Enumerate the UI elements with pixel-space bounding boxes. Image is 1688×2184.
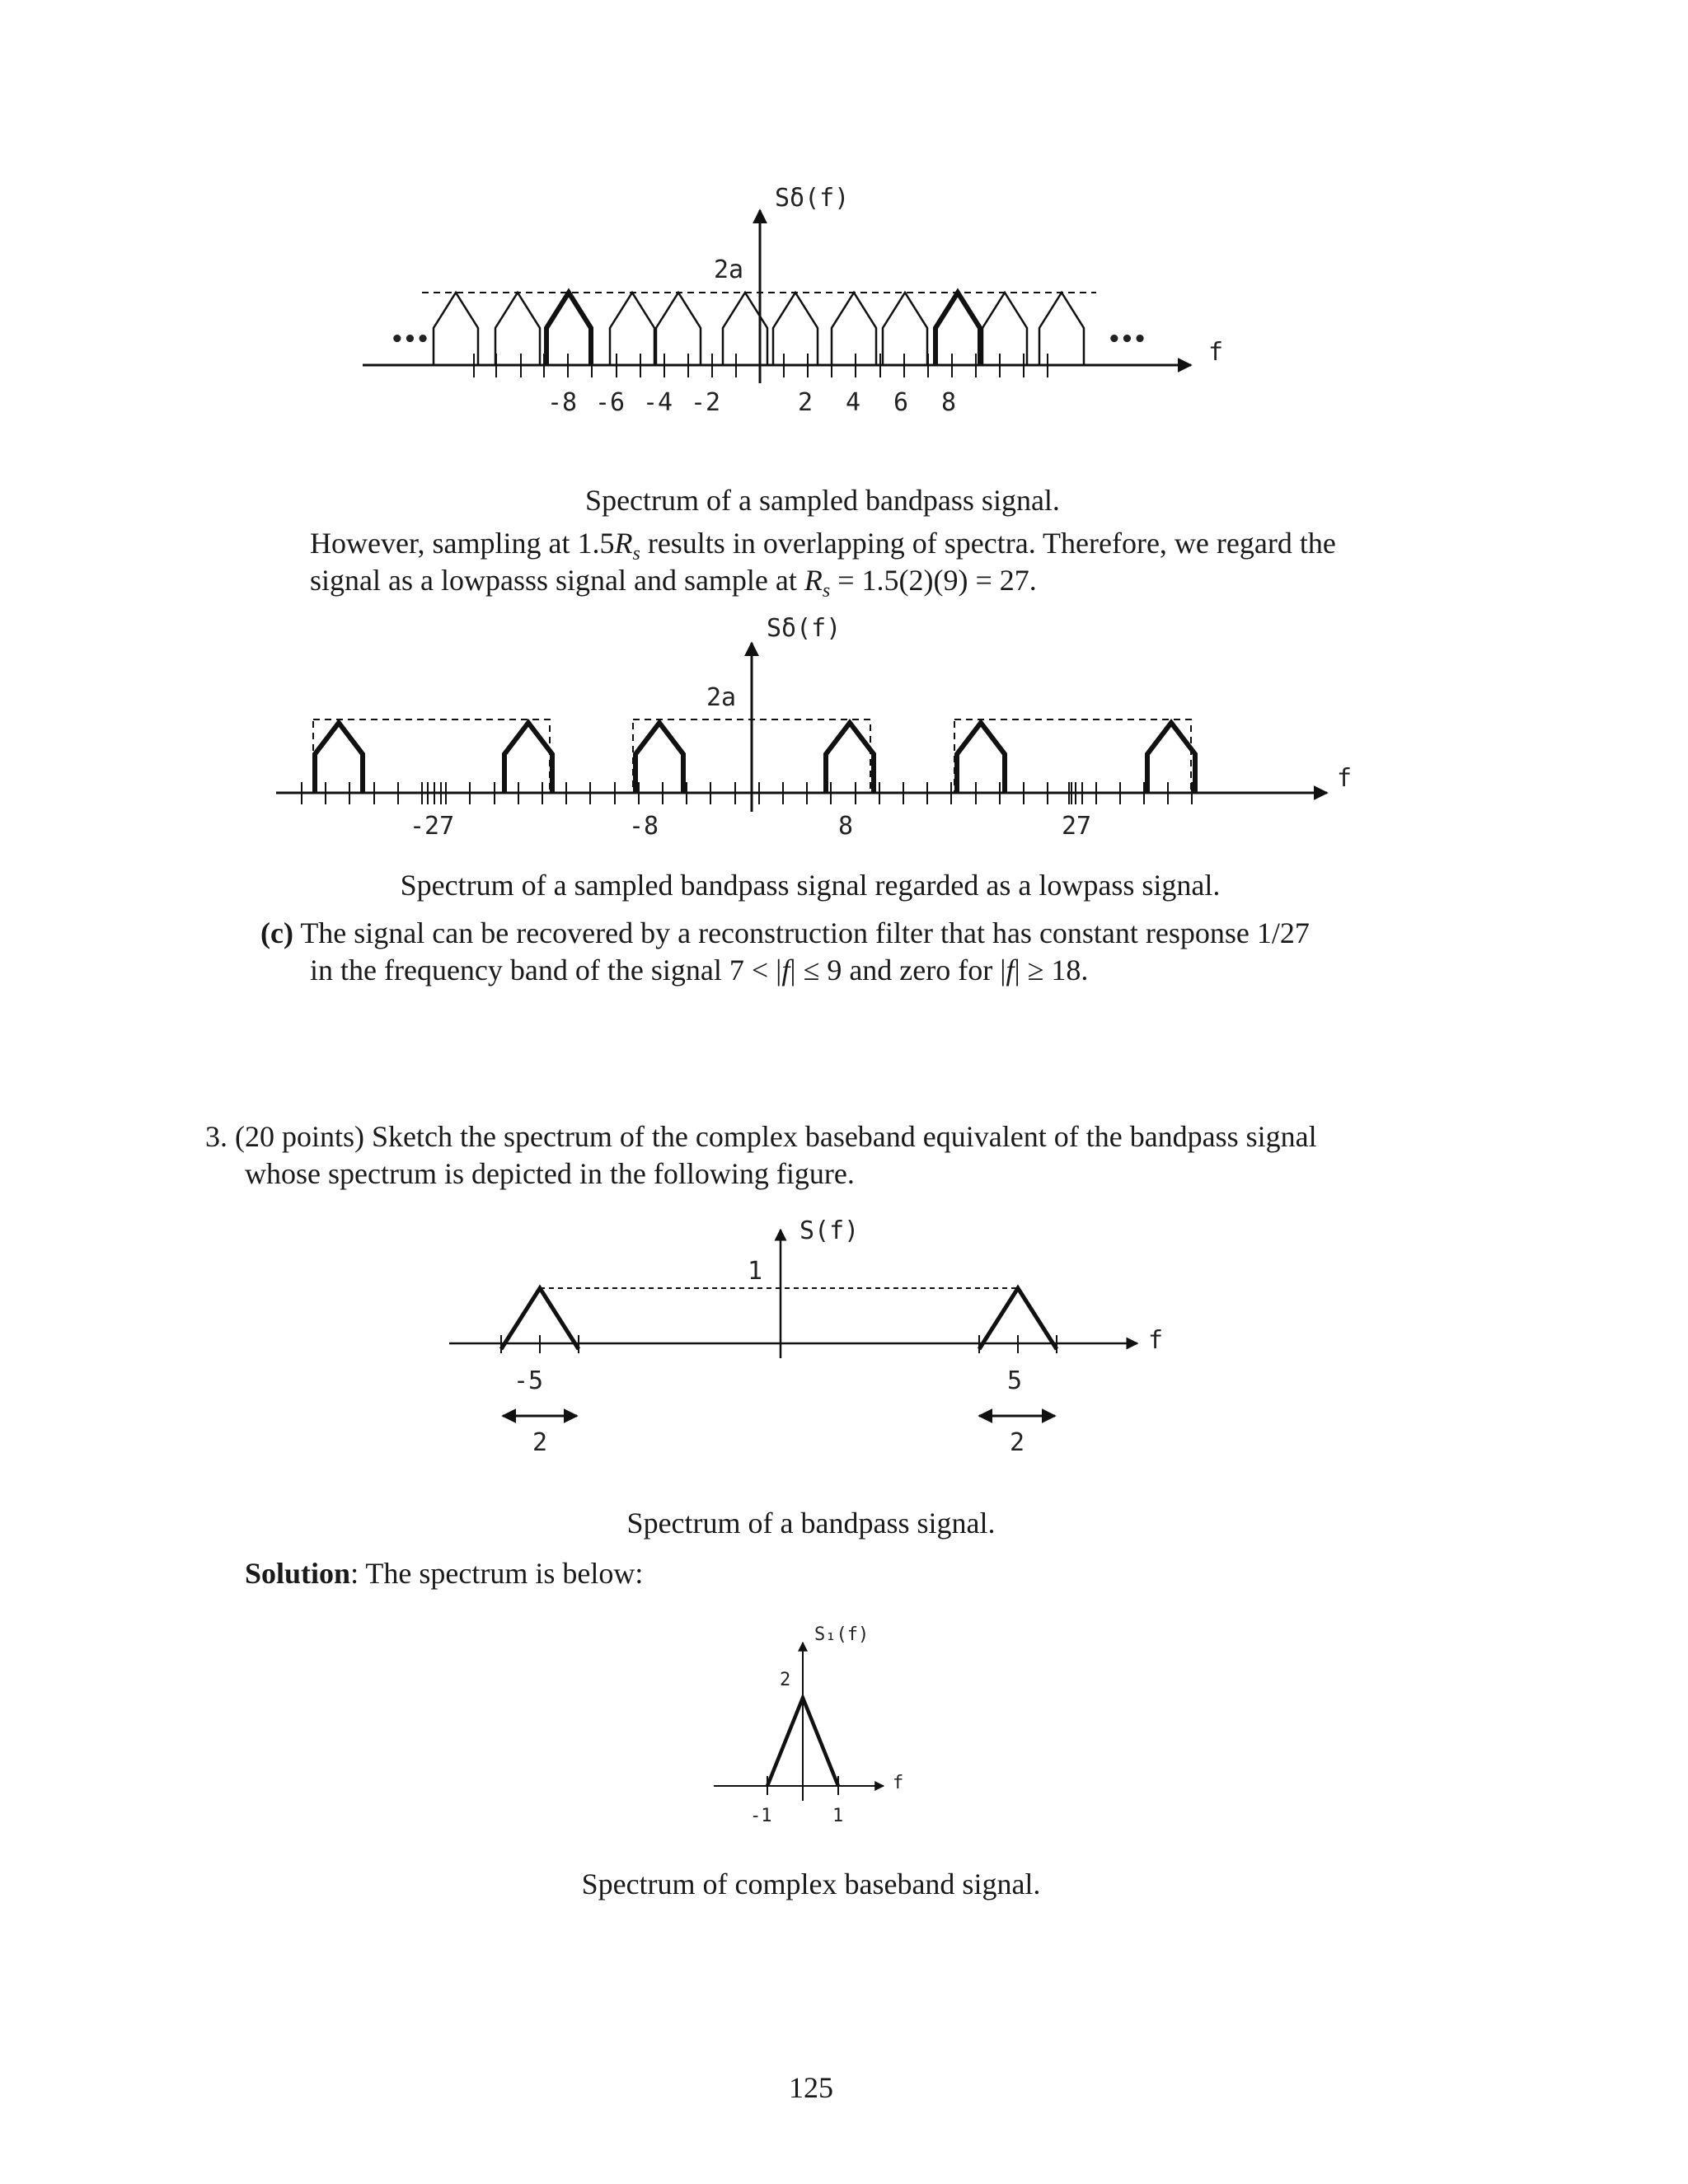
fig3-width-label: 2 (1010, 1428, 1025, 1457)
fig2-pulse (315, 723, 363, 793)
fig2-x-label: f (1337, 764, 1353, 793)
paragraph1-line1: However, sampling at $1.5R_s$ results in overlapping of spectra. Therefore, we regard the (310, 527, 1336, 565)
fig2-tick-label: 8 (838, 812, 854, 841)
fig2-pulse (957, 723, 1005, 793)
fig2-pulse (1147, 723, 1195, 793)
fig3-width-label: 2 (532, 1428, 548, 1457)
fig4-tick-label: -1 (750, 1806, 772, 1826)
page-number: 125 (789, 2071, 833, 2104)
fig1-tick-label: -6 (595, 388, 626, 417)
fig1-x-label: f (1208, 338, 1224, 367)
fig3-tick-label: -5 (513, 1366, 544, 1395)
fig1-pulse (495, 293, 540, 365)
fig1-tick-label: -4 (643, 388, 673, 417)
fig3-height-label: 1 (748, 1257, 763, 1286)
fig1-tick-label: 2 (798, 388, 814, 417)
fig2-pulse (635, 723, 683, 793)
fig2-pulses (315, 723, 1195, 793)
fig2-tick-label: -27 (410, 812, 455, 841)
fig1-pulse (434, 293, 478, 365)
fig1-pulse (982, 293, 1027, 365)
fig1-pulse (935, 293, 980, 365)
part-c-line1: (c) The signal can be recovered by a reconstruction filter that has constant response 1/27 (260, 916, 1310, 949)
solution-line: Solution: The spectrum is below: (245, 1557, 644, 1590)
fig1-tick-label: 6 (893, 388, 909, 417)
fig4-height-label: 2 (780, 1670, 791, 1690)
fig4-tick-label: 1 (832, 1806, 844, 1826)
fig1-ellipsis-left: ••• (391, 327, 429, 352)
fig1-pulse (832, 293, 876, 365)
fig2-pulse (826, 723, 874, 793)
fig4-y-label: S₁(f) (814, 1624, 870, 1645)
fig1-height-label: 2a (714, 255, 744, 284)
fig3-tick-label: 5 (1007, 1366, 1023, 1395)
fig1-tick-label: 8 (941, 388, 957, 417)
fig1-pulse (1039, 293, 1084, 365)
fig1-caption: Spectrum of a sampled bandpass signal. (585, 484, 1060, 517)
fig2-caption: Spectrum of a sampled bandpass signal regarded as a lowpass signal. (400, 869, 1221, 902)
fig3-pulses (501, 1288, 1057, 1349)
fig1-tick-label: -2 (691, 388, 721, 417)
fig1-tick-label: 4 (846, 388, 861, 417)
fig2-tick-label: -8 (629, 812, 659, 841)
fig1-y-label: Sδ(f) (775, 184, 850, 213)
fig4-caption: Spectrum of complex baseband signal. (581, 1868, 1041, 1900)
fig1-tick-label: -8 (547, 388, 578, 417)
fig3-y-label: S(f) (799, 1216, 860, 1245)
fig2-tick-label: 27 (1062, 812, 1092, 841)
fig2-pulse (504, 723, 552, 793)
paragraph1-line2: signal as a lowpasss signal and sample at $R_s = 1.5(2)(9) = 27$. (310, 564, 1037, 602)
part-c-line2: in the frequency band of the signal 7 < |f| ≤ 9 and zero for |f| ≥ 18. (310, 954, 1089, 987)
fig2-y-label: Sδ(f) (767, 614, 842, 643)
fig4-x-label: f (893, 1773, 904, 1793)
problem3-line2: whose spectrum is depicted in the following figure. (245, 1157, 855, 1190)
fig1-pulse (656, 293, 701, 365)
problem3-line1: 3. (20 points) Sketch the spectrum of the complex baseband equivalent of the bandpass signal (205, 1120, 1317, 1153)
fig1-pulse (773, 293, 818, 365)
fig3-x-label: f (1148, 1326, 1164, 1355)
fig1-ellipsis-right: ••• (1108, 327, 1146, 352)
fig3-caption: Spectrum of a bandpass signal. (626, 1507, 996, 1540)
fig2-height-label: 2a (706, 683, 737, 712)
